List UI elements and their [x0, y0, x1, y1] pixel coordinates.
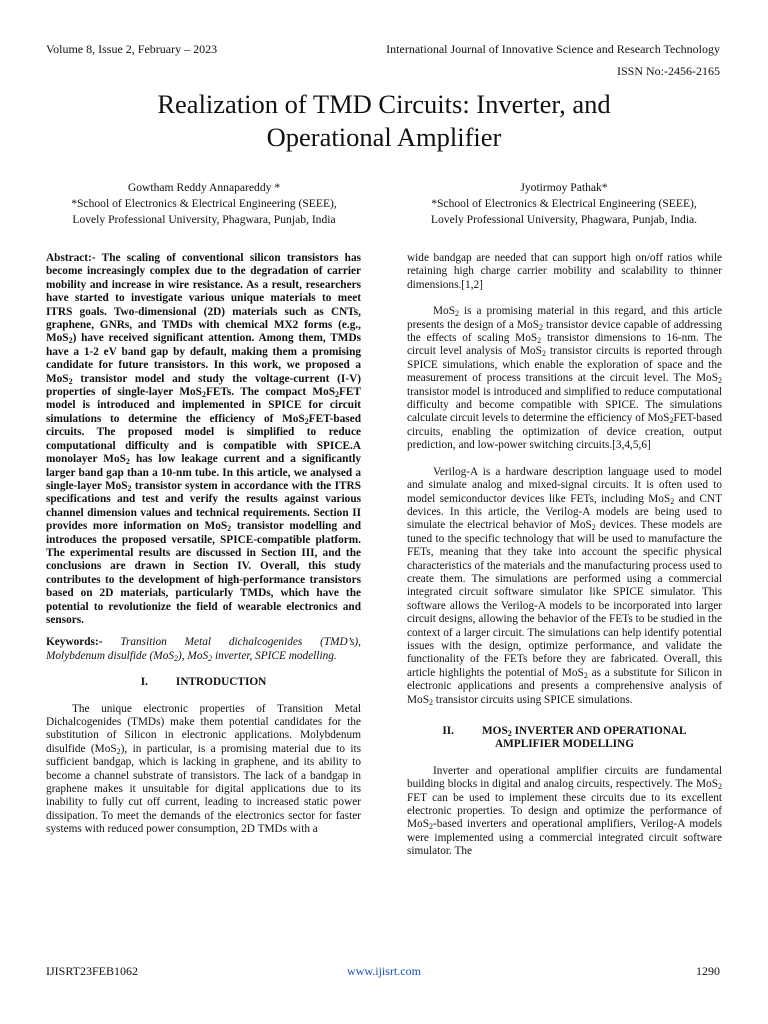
continued-paragraph: wide bandgap are needed that can support high on/off ratios while retaining high charge carrier mobility and scalability to thinner dimensions.[1,2]	[407, 252, 722, 291]
paper-title	[40, 88, 728, 154]
running-header-volume: Volume 8, Issue 2, February – 2023	[46, 42, 218, 56]
abstract: Abstract:- The scaling of conventional silicon transistors has become increasingly complex due to the degradation of carrier mobility and increase in wire resistance. As a result, researchers have started to investigate various unique materials to meet ITRS goals. Two-dimensional (2D) materials such as CNTs, graphene, GNRs, and TMDs with chemical MX2 forms (e.g., MoS$_2$) have received significant attention. Among them, TMDs have a 1-2 eV band gap by default, making them a promising candidate for future transistors. In this work, we proposed a MoS$_2$ transistor model and study the voltage-current (I-V) properties of single-layer MoS$_2$FETs. The compact MoS$_2$FET model is introduced and implemented in SPICE for circuit simulations to determine the efficiency of MoS$_2$FET-based circuits. The proposed model is simplified to reduce computational difficulty and is compatible with SPICE.A monolayer MoS$_2$ has low leakage current and a significantly larger band gap than a 10-nm tube. In this article, we analysed a single-layer MoS$_2$ transistor system in accordance with the ITRS specifications and test and verify the results against various channel dimension values and technical requirements. Section II provides more information on MoS$_2$ transistor modelling and introduces the proposed versatile, SPICE-compatible platform. The experimental results are discussed in Section III, and the conclusions are drawn in Section IV. Overall, this study contributes to the development of high-performance transistors based on 2D materials, particularly TMDs, which have the potential to revolutionize the field of wearable electronics and sensors.	[46, 252, 361, 626]
title-line-1: Realization of TMD Circuits: Inverter, and	[157, 89, 611, 119]
author-name: Gowtham Reddy Annapareddy *	[127, 181, 281, 194]
author-affiliation: Lovely Professional University, Phagwara, Punjab, India.	[430, 213, 698, 227]
author-affiliation: *School of Electronics & Electrical Engineering (SEEE),	[431, 197, 697, 211]
author-block-2	[394, 180, 734, 229]
section-heading-introduction: I. INTRODUCTION	[140, 676, 267, 689]
author-block-1	[34, 180, 374, 229]
running-header-journal: International Journal of Innovative Science and Research Technology	[386, 42, 720, 56]
inverter-paragraph: Inverter and operational amplifier circuits are fundamental building blocks in digital and analog circuits, respectively. The MoS$_2$ FET can be used to implement these circuits due to its excellent electronic properties. To design and optimize the performance of MoS$_2$-based inverters and operational amplifiers, Verilog-A models were implemented using a commercial integrated circuit software simulator. The	[407, 764, 722, 858]
right-column	[407, 252, 722, 859]
issn-number: ISSN No:-2456-2165	[616, 64, 720, 78]
mos2-paragraph: MoS$_2$ is a promising material in this regard, and this article presents the design of a MoS$_2$ transistor device capable of addressing the effects of scaling MoS$_2$ transistor dimensions to 16-nm. The circuit level analysis of MoS$_2$ transistor circuits is reported through SPICE simulations, which enable the exploration of space and the measurement of process transitions at the circuit level. The MoS$_2$ transistor model is introduced and simplified to reduce computational difficulty and become compatible with SPICE. The simulations calculate circuit levels to determine the efficiency of MoS$_2$FET-based circuits, enabling the optimization of device creation, output prediction, and low-power switching circuits.[3,4,5,6]	[407, 305, 723, 452]
section-heading-modelling: II. $MOS_2$ INVERTER AND OPERATIONAL AMPLIFIER MODELLING	[442, 725, 687, 751]
intro-paragraph: The unique electronic properties of Transition Metal Dichalcogenides (TMDs) make them potential candidates for the substitution of Silicon in electronic applications. Molybdenum disulfide (MoS$_2$), in particular, is a promising material due to its sufficient bandgap, which is lacking in graphene, and its ability to become a channel substrate of transistors. The lack of a bandgap in graphene makes it unsuitable for digital applications due to its inability to fully cut off current, leading to increased static power dissipation. To meet the demands of the electronics sector for faster systems with reduced power consumption, 2D TMDs with a	[46, 702, 361, 836]
author-affiliation: *School of Electronics & Electrical Engineering (SEEE),	[71, 197, 337, 211]
footer-article-id: IJISRT23FEB1062	[46, 964, 138, 978]
keywords-label: Keywords:-	[46, 636, 103, 649]
footer-website-link[interactable]: www.ijisrt.com	[347, 964, 421, 978]
left-column	[46, 252, 361, 837]
page-number: 1290	[696, 964, 720, 978]
author-name: Jyotirmoy Pathak*	[520, 181, 608, 194]
keywords: Keywords:- Transition Metal dichalcogenides (TMD’s), Molybdenum disulfide (MoS$_2$), MoS$_2$ inverter, SPICE modelling.	[46, 636, 361, 663]
author-affiliation: Lovely Professional University, Phagwara, Punjab, India	[72, 213, 336, 227]
title-line-2: Operational Amplifier	[266, 122, 502, 152]
verilog-paragraph: Verilog-A is a hardware description language used to model and simulate analog and mixed-signal circuits. It is often used to model semiconductor devices like FETs, including MoS$_2$ and CNT devices. In this article, the Verilog-A models are being used to simulate the electrical behavior of MoS$_2$ devices. These models are tuned to the specific technology that will be used to manufacture the FETs, meaning that they take into account the specific physical characteristics of the materials and the manufacturing process used to create them. The simulations are performed using a commercial integrated circuit software simulator like SPICE simulator. This software allows the Verilog-A models to be incorporated into larger circuit designs, allowing the behavior of the FETs to be studied in the context of a larger circuit. The simulations can help identify potential issues with the design, optimize performance, and validate the functionality of the FETs before they are fabricated. Overall, this article highlights the potential of MoS$_2$ as a substitute for Silicon in electronic applications and presents a comprehensive analysis of MoS$_2$ transistor circuits using SPICE simulations.	[407, 465, 722, 707]
